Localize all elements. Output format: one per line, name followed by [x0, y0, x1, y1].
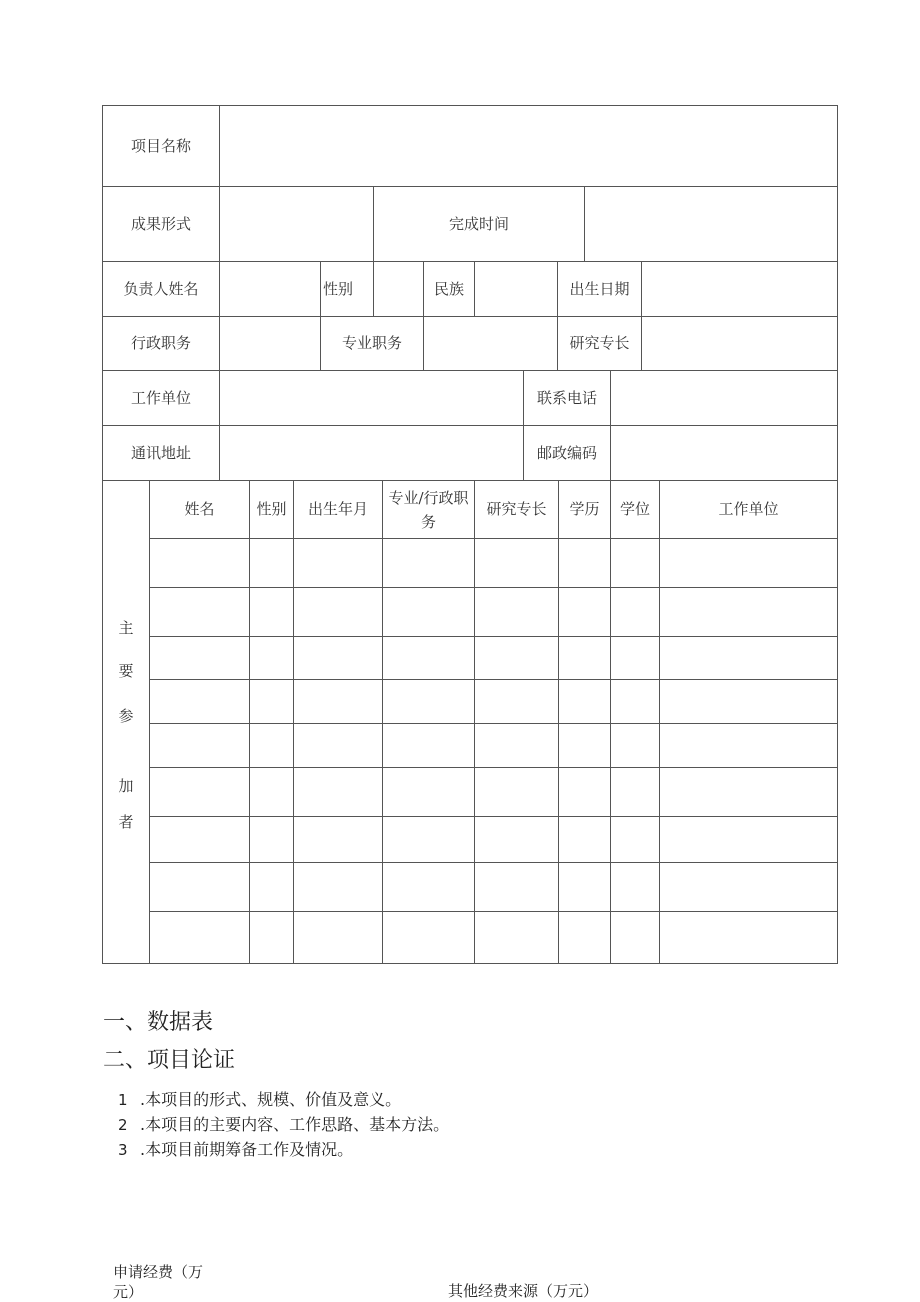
list-item-text: .本项目的形式、规模、价值及意义。: [140, 1090, 402, 1109]
research-specialty-label: 研究专长: [569, 334, 630, 353]
list-item-number: 2: [118, 1116, 128, 1134]
col-header-name: 姓名: [184, 500, 215, 519]
list-item-number: 3: [118, 1141, 128, 1159]
other-funds-label: 其他经费来源（万元）: [448, 1282, 599, 1300]
participants-side-label-5: 者: [118, 813, 134, 831]
col-header-degree: 学位: [619, 500, 650, 519]
address-field[interactable]: [220, 426, 523, 480]
birth-date-field[interactable]: [642, 262, 837, 316]
address-label: 通讯地址: [130, 443, 191, 462]
ethnicity-field[interactable]: [475, 262, 557, 316]
apply-funds-line1: 申请经费（万: [113, 1263, 204, 1281]
participants-side-label-3: 参: [118, 707, 134, 725]
col-header-title-line2: 务: [420, 512, 436, 531]
research-specialty-field[interactable]: [642, 317, 837, 370]
admin-title-field[interactable]: [220, 317, 320, 370]
list-item-text: .本项目前期筹备工作及情况。: [140, 1140, 354, 1159]
work-unit-label: 工作单位: [130, 388, 191, 407]
col-header-gender: 性别: [256, 500, 287, 519]
result-form-label: 成果形式: [130, 214, 191, 233]
col-header-title-line1: 专业/行政职: [388, 488, 469, 507]
participants-side-label-1: 主: [118, 619, 134, 637]
phone-field[interactable]: [611, 371, 837, 425]
postcode-field[interactable]: [611, 426, 837, 480]
col-header-birth: 出生年月: [307, 500, 368, 519]
col-header-education: 学历: [569, 500, 600, 519]
list-item: [118, 1112, 449, 1135]
col-header-work-unit: 工作单位: [718, 500, 779, 519]
project-name-label: 项目名称: [130, 136, 191, 155]
prof-title-label: 专业职务: [341, 334, 402, 353]
section-heading-data-table: 一、数据表: [103, 1010, 214, 1035]
ethnicity-label: 民族: [433, 279, 464, 298]
participants-side-label-4: 加: [118, 777, 134, 795]
col-header-title: [383, 481, 474, 538]
list-item: [118, 1087, 401, 1110]
gender-field[interactable]: [374, 262, 423, 316]
list-item-text: .本项目的主要内容、工作思路、基本方法。: [140, 1115, 450, 1134]
work-unit-field[interactable]: [220, 371, 523, 425]
participants-side-label-2: 要: [118, 662, 134, 680]
project-name-field[interactable]: [220, 106, 837, 186]
col-header-specialty: 研究专长: [486, 500, 547, 519]
list-item: [118, 1137, 353, 1160]
result-form-field[interactable]: [220, 187, 373, 261]
completion-time-label: 完成时间: [448, 214, 509, 233]
apply-funds-label: [113, 1262, 203, 1302]
leader-name-label: 负责人姓名: [123, 279, 199, 298]
section-heading-project-argument: 二、项目论证: [103, 1048, 236, 1073]
prof-title-field[interactable]: [424, 317, 557, 370]
postcode-label: 邮政编码: [536, 443, 597, 462]
list-item-number: 1: [118, 1091, 128, 1109]
leader-name-field[interactable]: [220, 262, 320, 316]
birth-date-label: 出生日期: [569, 279, 630, 298]
completion-time-field[interactable]: [585, 187, 837, 261]
admin-title-label: 行政职务: [130, 334, 191, 353]
phone-label: 联系电话: [536, 388, 597, 407]
gender-label: 性别: [322, 279, 353, 298]
apply-funds-line2: 元）: [113, 1283, 144, 1301]
